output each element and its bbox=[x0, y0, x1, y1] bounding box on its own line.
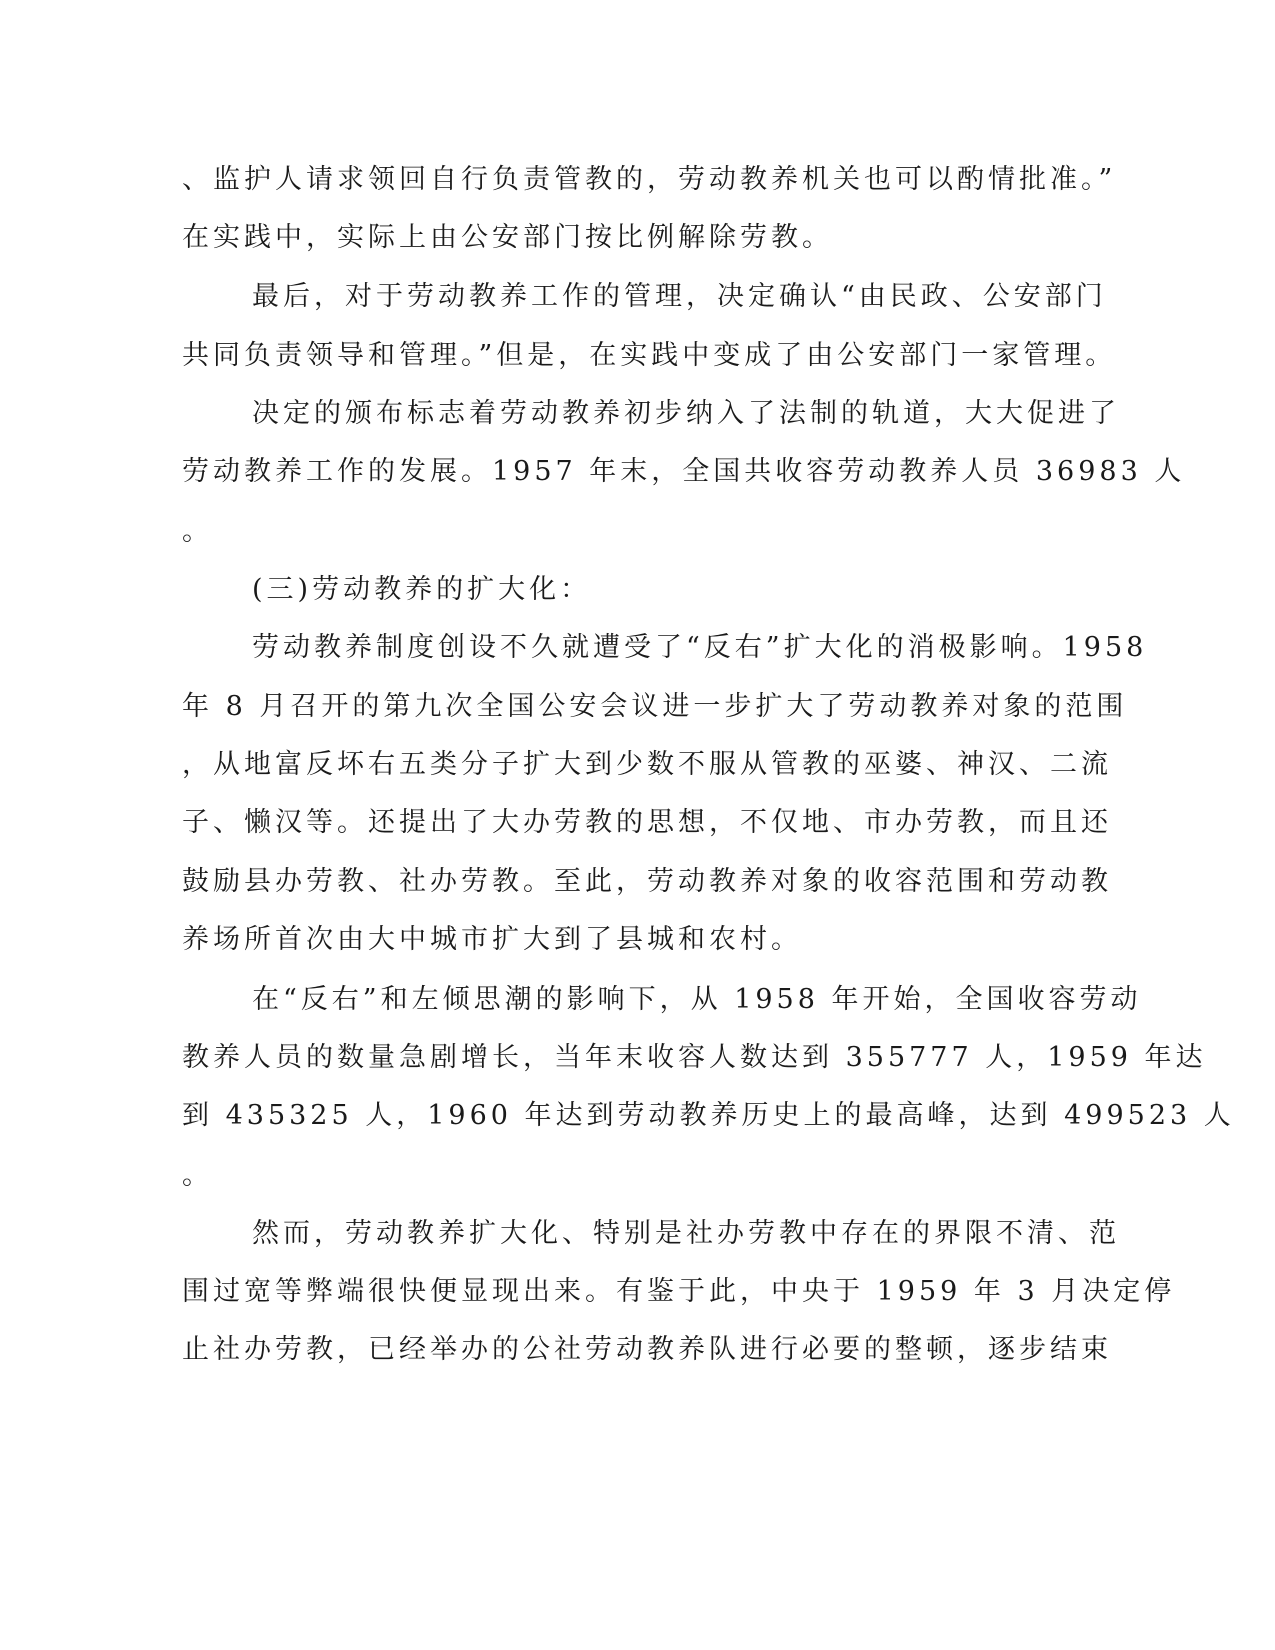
text-line: 教养人员的数量急剧增长，当年末收容人数达到 355777 人，1959 年达 bbox=[182, 1042, 1207, 1073]
text-line: 在实践中，实际上由公安部门按比例解除劳教。 bbox=[182, 222, 833, 253]
text-line: 鼓励县办劳教、社办劳教。至此，劳动教养对象的收容范围和劳动教 bbox=[182, 866, 1112, 897]
text-line: 年 8 月召开的第九次全国公安会议进一步扩大了劳动教养对象的范围 bbox=[182, 691, 1128, 722]
section-heading: (三)劳动教养的扩大化： bbox=[252, 574, 592, 605]
text-line: 共同负责领导和管理。”但是，在实践中变成了由公安部门一家管理。 bbox=[182, 340, 1117, 371]
text-line: 。 bbox=[182, 1160, 213, 1191]
text-line: 劳动教养制度创设不久就遭受了“反右”扩大化的消极影响。1958 bbox=[252, 632, 1148, 663]
text-line: 在“反右”和左倾思潮的影响下，从 1958 年开始，全国收容劳动 bbox=[252, 984, 1142, 1015]
text-line: 然而，劳动教养扩大化、特别是社办劳教中存在的界限不清、范 bbox=[252, 1218, 1120, 1249]
text-line: 劳动教养工作的发展。1957 年末，全国共收容劳动教养人员 36983 人 bbox=[182, 456, 1186, 487]
text-line: ，从地富反坏右五类分子扩大到少数不服从管教的巫婆、神汉、二流 bbox=[182, 749, 1112, 780]
text-line: 围过宽等弊端很快便显现出来。有鉴于此，中央于 1959 年 3 月决定停 bbox=[182, 1276, 1176, 1307]
text-line: 、监护人请求领回自行负责管教的，劳动教养机关也可以酌情批准。” bbox=[182, 164, 1117, 195]
text-line: 。 bbox=[182, 516, 213, 547]
text-line: 决定的颁布标志着劳动教养初步纳入了法制的轨道，大大促进了 bbox=[252, 398, 1120, 429]
text-line: 止社办劳教，已经举办的公社劳动教养队进行必要的整顿，逐步结束 bbox=[182, 1334, 1112, 1365]
text-line: 到 435325 人，1960 年达到劳动教养历史上的最高峰，达到 499523 人 bbox=[182, 1100, 1235, 1131]
text-line: 最后，对于劳动教养工作的管理，决定确认“由民政、公安部门 bbox=[252, 281, 1107, 312]
text-line: 养场所首次由大中城市扩大到了县城和农村。 bbox=[182, 924, 802, 955]
text-line: 子、懒汉等。还提出了大办劳教的思想，不仅地、市办劳教，而且还 bbox=[182, 807, 1112, 838]
